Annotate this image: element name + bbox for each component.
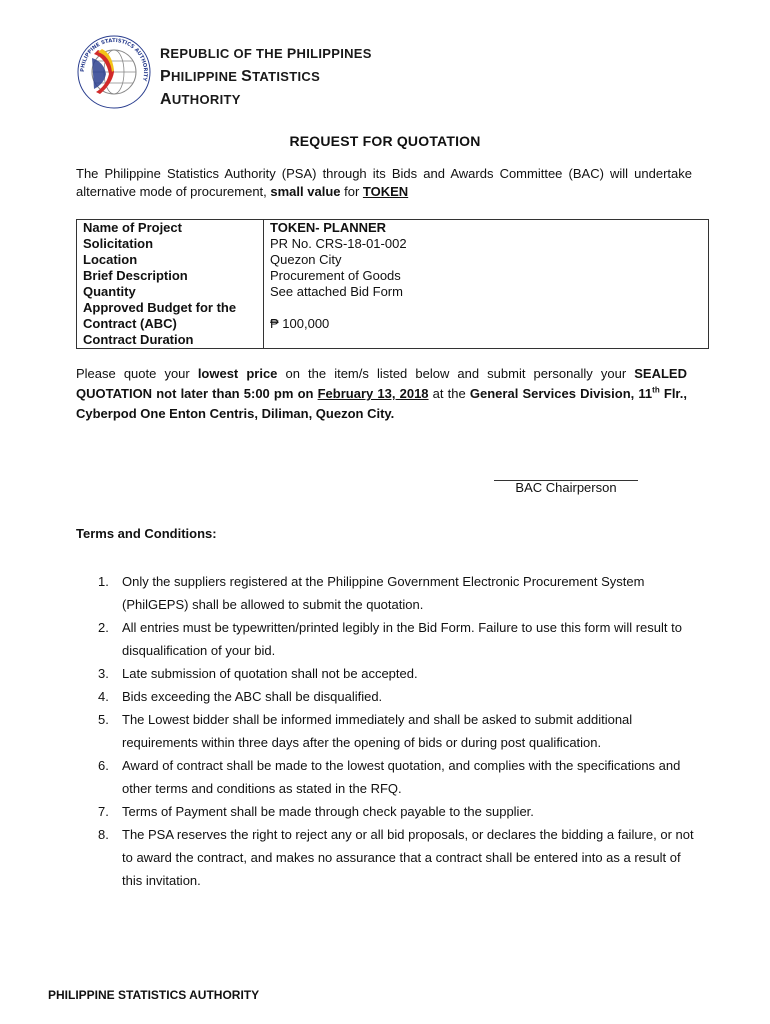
list-item: 6. Award of contract shall be made to the lowest quotation, and complies with the specifications and other terms and conditions as stated in the RFQ. <box>98 758 681 796</box>
row-label: Contract Duration <box>77 332 264 349</box>
psa-seal-logo <box>76 34 152 110</box>
list-item: 2. All entries must be typewritten/printed legibly in the Bid Form. Failure to use this form will result to disqualification of your bid. <box>98 620 682 658</box>
table-row <box>77 300 709 332</box>
table-row <box>77 268 709 284</box>
page-footer: PHILIPPINE STATISTICS AUTHORITY <box>48 988 260 1002</box>
submission-instructions: Please quote your lowest price on the item/s listed below and submit personally your SEALED QUOTATION not later than 5:00 pm on February 13, 2018 at the General Services Division, 11th Flr., Cyberpod One Enton Centris, Diliman, Quezon City. <box>76 366 687 421</box>
table-row <box>77 252 709 268</box>
row-label: Quantity <box>77 284 264 300</box>
project-details-table <box>76 219 709 349</box>
terms-heading: Terms and Conditions: <box>76 526 217 541</box>
table-row <box>77 332 709 349</box>
row-label: Location <box>77 252 264 268</box>
agency-line-3: AUTHORITY <box>160 91 241 108</box>
list-item: 3. Late submission of quotation shall not be accepted. <box>98 666 418 681</box>
agency-line-2: PHILIPPINE STATISTICS <box>160 68 321 85</box>
list-item: 1. Only the suppliers registered at the Philippine Government Electronic Procurement System (PhilGEPS) shall be allowed to submit the quotation. <box>98 574 645 612</box>
document-title: REQUEST FOR QUOTATION <box>289 133 481 149</box>
agency-name <box>160 42 372 111</box>
list-item: 7. Terms of Payment shall be made through check payable to the supplier. <box>98 804 534 819</box>
list-item: 5. The Lowest bidder shall be informed immediately and shall be asked to submit additional requirements within three days after the opening of bids or during post qualification. <box>98 712 633 750</box>
row-label: Brief Description <box>77 268 264 284</box>
row-value: Quezon City <box>264 252 709 268</box>
row-value: ₱ 100,000 <box>264 300 709 332</box>
table-row <box>77 284 709 300</box>
row-value: PR No. CRS-18-01-002 <box>264 236 709 252</box>
row-value: TOKEN- PLANNER <box>264 220 709 237</box>
table-row <box>77 236 709 252</box>
signatory-title: BAC Chairperson <box>515 480 617 495</box>
row-label: Solicitation <box>77 236 264 252</box>
intro-paragraph: The Philippine Statistics Authority (PSA) through its Bids and Awards Committee (BAC) will undertake alternative mode of procurement, small value for TOKEN <box>76 166 692 199</box>
row-label: Name of Project <box>77 220 264 237</box>
agency-line-1: REPUBLIC OF THE PHILIPPINES <box>160 45 372 61</box>
list-item: 4. Bids exceeding the ABC shall be disqualified. <box>98 689 383 704</box>
svg-text:PHILIPPINE STATISTICS AUTHORIT: PHILIPPINE STATISTICS AUTHORITY <box>79 37 149 82</box>
list-item: 8. The PSA reserves the right to reject any or all bid proposals, or declares the bidding a failure, or not to award the contract, and makes no assurance that a contract shall be entered into as a result of this invitation. <box>98 827 694 888</box>
row-value: Procurement of Goods <box>264 268 709 284</box>
row-value: See attached Bid Form <box>264 284 709 300</box>
row-value <box>264 332 709 349</box>
terms-list <box>76 570 696 892</box>
table-row <box>77 220 709 237</box>
row-label: Approved Budget for the Contract (ABC) <box>77 300 264 332</box>
